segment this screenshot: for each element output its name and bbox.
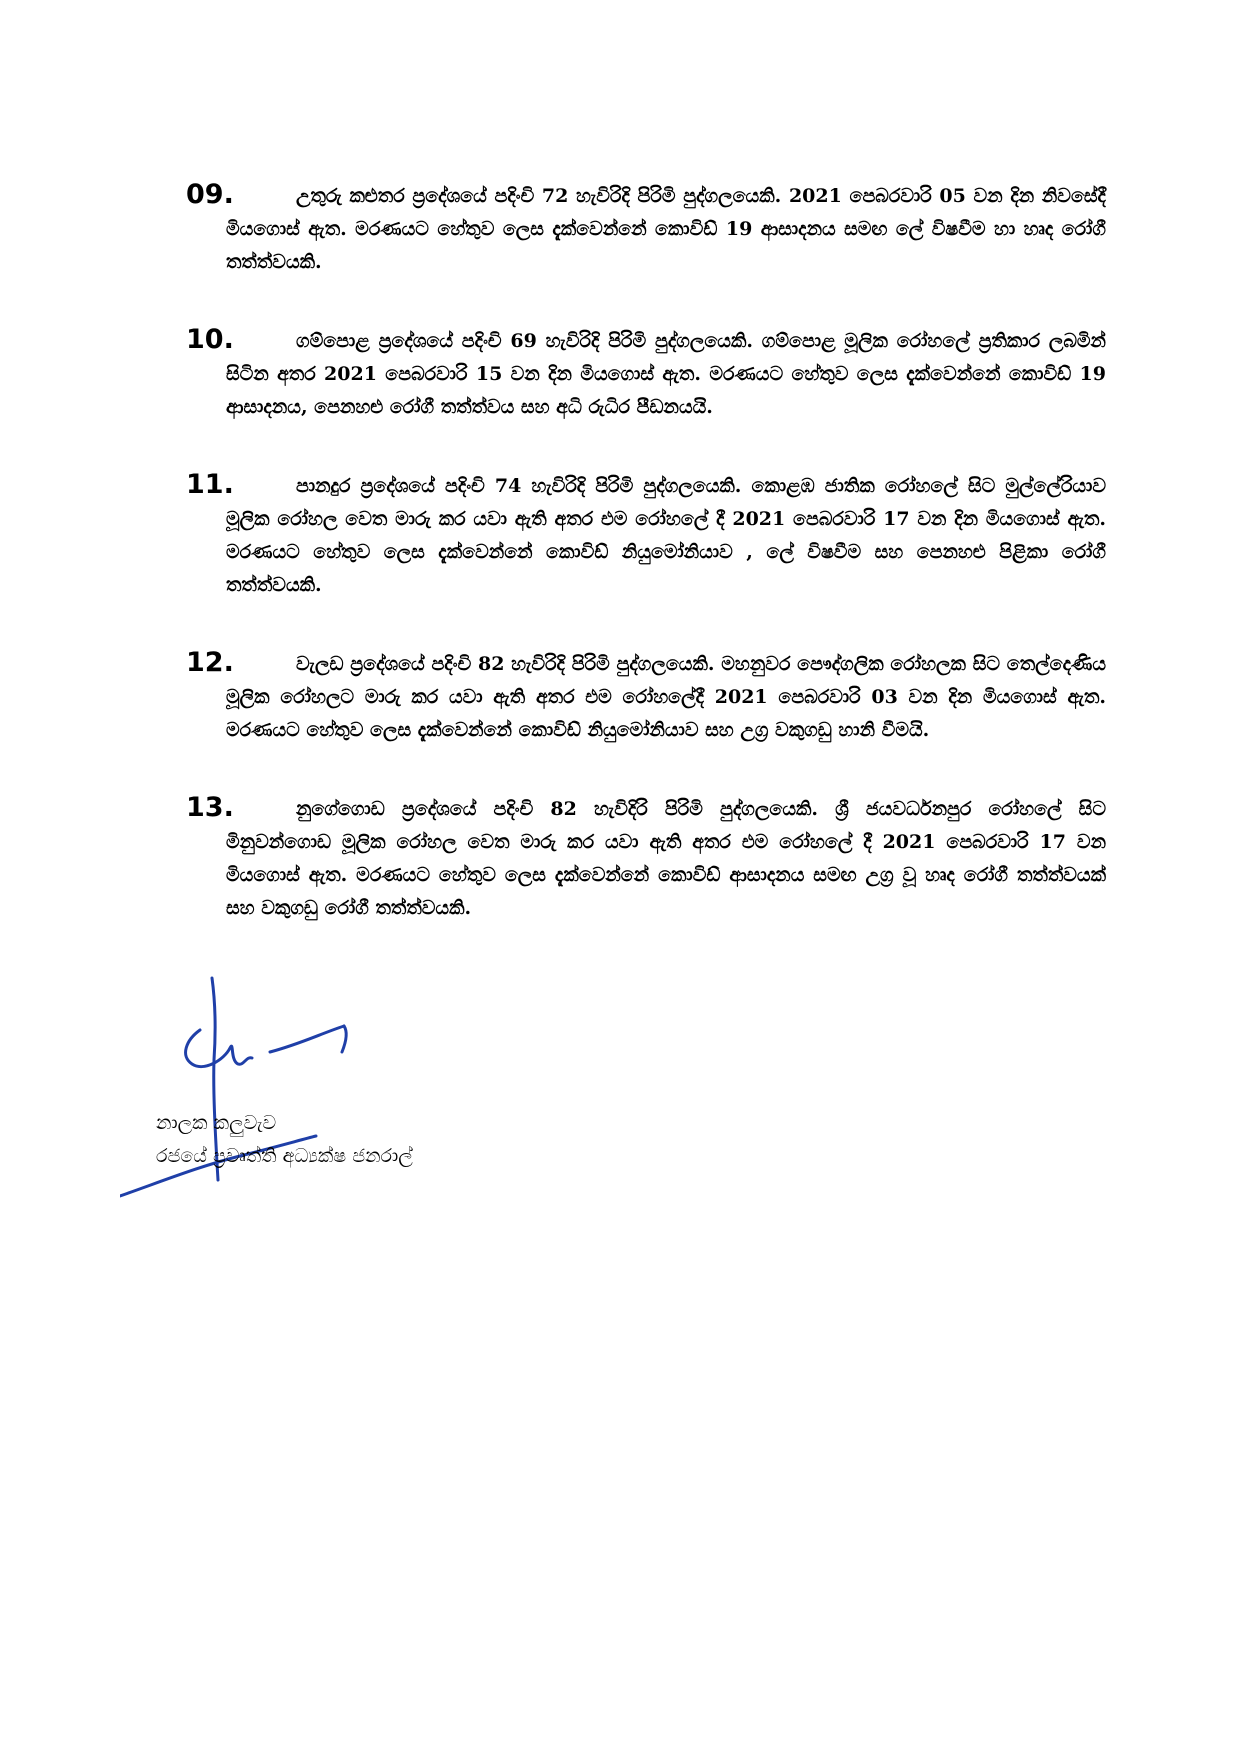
entry-number: 10. [186, 324, 234, 355]
entry-text: ගම්පොළ ප්‍රදේශයේ පදිංචි 69 හැවිරිදි පිරිමි පුද්ගලයෙකි. ගම්පොළ මූලික රෝහලේ ප්‍රතිකාර ලබමින් සිටින අතර 2021 පෙබරවාරි 15 වන දින මියගොස් ඇත. මරණයට හේතුව ලෙස දැක්වෙන්නේ කොවිඩ් 19 ආසාදනය, පෙනහළු රෝගී තත්ත්වය සහ අධි රුධිර පීඩනයයි. [226, 330, 1106, 418]
entry-number: 09. [186, 179, 234, 210]
signatory-title: රජයේ ප්‍රවෘත්ති අධ්‍යක්ෂ ජනරාල් [156, 1145, 413, 1167]
signatory-name: නාලක කලුවැව [156, 1112, 277, 1134]
list-item [186, 793, 1106, 925]
entry-text: පානදුර ප්‍රදේශයේ පදිංචි 74 හැවිරිදි පිරිමි පුද්ගලයෙකි. කොළඹ ජාතික රෝහලේ සිට මුල්ලේරියාව මූලික රෝහල වෙත මාරු කර යවා ඇති අතර එම රෝහලේ දී 2021 පෙබරවාරි 17 වන දින මියගොස් ඇත. මරණයට හේතුව ලෙස දැක්වෙන්නේ කොවිඩ් නියුමෝනියාව , ලේ විෂවීම සහ පෙනහළු පිළිකා රෝගී තත්ත්වයකි. [226, 475, 1106, 596]
entry-text: උතුරු කළුතර ප්‍රදේශයේ පදිංචි 72 හැවිරිදි පිරිමි පුද්ගලයෙකි. 2021 පෙබරවාරි 05 වන දින නිවසේදී මියගොස් ඇත. මරණයට හේතුව ලෙස දැක්වෙන්නේ කොවිඩ් 19 ආසාදනය සමඟ ලේ විෂවීම හා හෘද රෝගී තත්ත්වයකි. [226, 185, 1106, 273]
entry-text: නුගේගොඩ ප්‍රදේශයේ පදිංචි 82 හැවිදිරි පිරිමි පුද්ගලයෙකි. ශ්‍රී ජයවර්ධනපුර රෝහලේ සිට මිනුවන්ගොඩ මූලික රෝහල වෙත මාරු කර යවා ඇති අතර එම රෝහලේ දී 2021 පෙබරවාරි 17 වන මියගොස් ඇත. මරණයට හේතුව ලෙස දැක්වෙන්නේ කොවිඩ් ආසාදනය සමඟ උග්‍ර වූ හෘද රෝගී තත්ත්වයක් සහ වකුගඩු රෝගී තත්ත්වයකි. [226, 798, 1106, 919]
entry-number: 12. [186, 647, 234, 678]
entry-list [186, 180, 1106, 971]
list-item [186, 470, 1106, 602]
entry-number: 11. [186, 469, 234, 500]
signature-block [120, 960, 580, 1200]
list-item [186, 325, 1106, 424]
entry-text: වැලඩ ප්‍රදේශයේ පදිංචි 82 හැවිරිදි පිරිමි පුද්ගලයෙකි. මහනුවර පෞද්ගලික රෝහලක සිට තෙල්දෙණිය මූලික රෝහලට මාරු කර යවා ඇති අතර එම රෝහලේදී 2021 පෙබරවාරි 03 වන දින මියගොස් ඇත. මරණයට හේතුව ලෙස දැක්වෙන්නේ කොවිඩ් නියුමෝනියාව සහ උග්‍ර වකුගඩු හානි වීමයි. [226, 653, 1106, 741]
entry-number: 13. [186, 792, 234, 823]
list-item [186, 648, 1106, 747]
list-item [186, 180, 1106, 279]
